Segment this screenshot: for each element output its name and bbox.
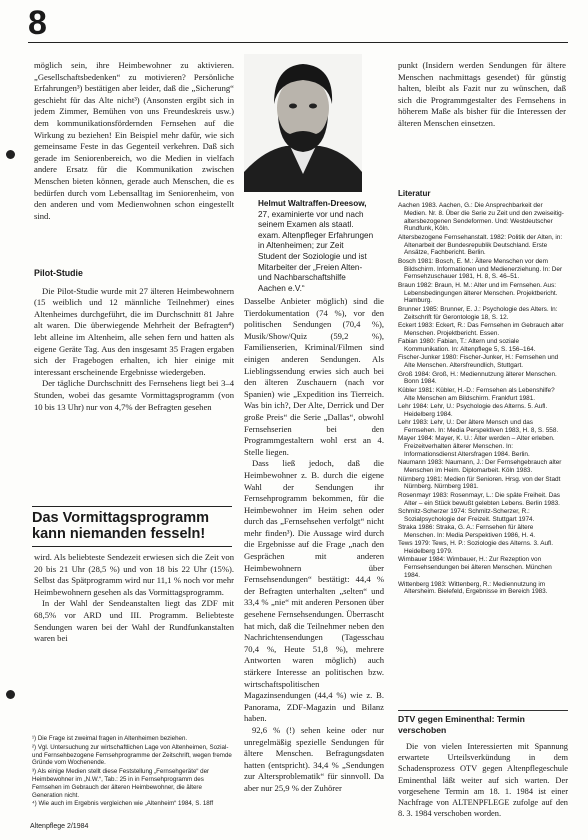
- pilot-paragraph-2: Der tägliche Durchschnitt des Fernsehens liegt bei 3–4 Stunden, wobei das gesamte Vormittagsprogramm (von 10 bis 13 Uhr) nur von 4,7% der Befragten gesehen: [34, 378, 234, 412]
- section-heading: Das Vormittagsprogramm kann niemanden fesseln!: [32, 510, 209, 542]
- literature-entry: Altersbezogene Fernsehanstalt. 1982: Politik der Alten, in: Altenarbeit der Bundesrepublik Deutschland. Erste Ansätze, Fachbericht. Berlin.: [398, 233, 563, 257]
- column-3-paragraph: punkt (Insidern werden Sendungen für ältere Menschen nachmittags gesendet) für günstig halten, bleibt als Fazit nur zu wünschen, daß sich die Programmgestalter des Fernsehens in höherem Maße als bisher für die Interessen der älteren Menschen einsetzen.: [398, 60, 566, 128]
- column-1-pilot: [34, 268, 234, 504]
- column-2: [244, 296, 384, 830]
- punch-hole-bottom: [6, 690, 15, 699]
- heading-rule-top: [32, 506, 232, 507]
- literature-entry: Straka 1986: Straka, G. A.: Fernsehen für ältere Menschen. In: Media Perspektiven 1986, H. 4.: [398, 524, 536, 539]
- footnotes: [32, 735, 232, 815]
- page-footer: Altenpflege 2/1984: [30, 823, 89, 830]
- column-1-intro: [34, 60, 234, 260]
- pilot-heading: Pilot-Studie: [34, 268, 83, 278]
- photo-caption: [258, 199, 374, 294]
- literature-entry: Brunner 1985: Brunner, E. J.: Psychologie des Alters. In: Zeitschrift für Gerontologie 18, S. 12.: [398, 305, 558, 321]
- intro-paragraph: möglich sein, ihre Heimbewohner zu aktivieren. „Gesellschaftsbedenken“ zu motivieren? Persönliche Erfahrungen³) bestätigen aber leider, daß die „Sicherung“ geschieht für das Alte nicht³) (Ansonsten ergibt sich in jedem Zimmer, Bemühen von uns Freundeskreis usw.) dem kommunikationsfördernden Fernsehen auf die Wirkung zu beziehen! Ein Beispiel mehr dafür, wie sich gemeinsame Feste in das Gegenteil verkehren. Daß sich gerade im Seniorenbereich, wo die Medien in vielfach andere Ersatz für die Kommunikation zwischen Menschen bieten können, gerade auch Menschen, die es bedürfen durch vom Lebensalltag im Seniorenheim, von den anderen und vom Medienwohnen schon eingestellt sind.: [34, 60, 234, 221]
- literature-entry: Fischer-Junker 1980: Fischer-Junker, H.: Fernsehen und Alte Menschen. Altersfreundlich, Stuttgart.: [398, 354, 559, 370]
- literature-entry: Eckert 1983: Eckert, R.: Das Fernsehen im Gebrauch alter Menschen. Projektbericht. Essen.: [398, 322, 564, 337]
- literature-entry: Wittenberg 1983: Wittenberg, R.: Mediennutzung im Altersheim. Bielefeld, Ergebnisse im Bereich 1983.: [398, 580, 548, 596]
- literature-entry: Lehr 1984: Lehr, U.: Psychologie des Alterns. 5. Aufl. Heidelberg 1984.: [398, 402, 548, 418]
- pilot-paragraph: Die Pilot-Studie wurde mit 27 älteren Heimbewohnern (15 weiblich und 12 männliche Teilnehmer) eines Altenheimes durchgeführt, die im Durchschnitt 81 Jahre alt waren. Die überwiegende Mehrheit der Befragten⁴) lebt alleine im Altenheim, alle sehen fern und hatten als eigene Geräte Tag. Aus den insgesamt 35 Fragen ergaben sich der Fragebogen erhalten, ich hier einige mit interessant erscheinende Ergebnisse wiedergeben.: [34, 285, 234, 377]
- column-2-paragraph-2: Dass ließ jedoch, daß die Heimbewohner z. B. durch die eigene Wahl der Sendungen ihr Fernsehprogramm bekommen, für die Heimbewohner im Heim sehen oder durch das „Fernsehsehen verfolgt“ nicht mehr finden³). Die Aussage wird durch die Ergebnisse auf die Frage „nach den Gesprächen mit anderen Heimbewohnern über Fernsehsendungen“ bestätigt: 44,4 % der Befragten unterhalten „selten“ und 33,4 % „nie“ mit anderen Personen über gesehene Fernsehsendungen. Überrascht hat mich, daß die Teilnehmer neben den Nachrichtensendungen (Tagesschau 70,4 %, Heute 51,8 %), mehrere Antworten waren möglich) auch stärkere Interesse an politischen bzw. wirtschaftspolitischen Magazinsendungen (44,4 %) wie z. B. Panorama, ZDF-Magazin und Bilanz haben.: [244, 458, 384, 724]
- column-1-after-heading: [34, 552, 234, 730]
- header-rule: [28, 42, 568, 43]
- literature-entry: Lehr 1983: Lehr, U.: Der ältere Mensch und das Fernsehen. In: Media Perspektiven 1983, H. 8, S. 558.: [398, 419, 559, 434]
- column-2-paragraph-3: 92,6 % (!) sehen keine oder nur unregelmäßig spezielle Sendungen für ältere Menschen. Befragungsdaten hatten (entspricht). 34,4 % „Sendungen zur Altersproblematik“ für sinnvoll. Da aber nur 25,9 % der Zuhörer: [244, 724, 384, 793]
- footnote: ¹) Die Frage ist zweimal fragen in Altenheimen beziehen.: [32, 735, 188, 742]
- literature-entry: Schmitz-Scherzer 1974: Schmitz-Scherzer, R.: Sozialpsychologie der Freizeit. Stuttgart 1974.: [398, 507, 535, 523]
- literature-entry: Braun 1982: Braun, H. M.: Alter und im Fernsehen. Aus: Lebensbedingungen älterer Menschen. Projektbericht. Hamburg.: [398, 281, 558, 305]
- literature-entry: Groß 1984: Groß, H.: Mediennutzung älterer Menschen. Bonn 1984.: [398, 370, 557, 386]
- literature-entry: Naumann 1983: Naumann, J.: Der Fernsehgebrauch alter Menschen im Heim. Diplomarbeit. Köln 1983.: [398, 459, 562, 475]
- punch-hole-top: [6, 150, 15, 159]
- literature-entry: Nürnberg 1981: Medien für Senioren. Hrsg. von der Stadt Nürnberg. Nürnberg 1981.: [398, 475, 561, 491]
- news-box-title: DTV gegen Eminenthal: Termin verschoben: [398, 714, 525, 735]
- caption-name: Helmut Waltraffen-Dreesow,: [258, 199, 367, 208]
- heading-rule-bottom: [32, 546, 232, 547]
- after-heading-paragraph: wird. Als beliebteste Sendezeit erwiesen sich die Zeit von 20 bis 21 Uhr (28,5 %) und von 18 bis 22 Uhr (15%). Selbst das Spätprogramm wird nur 11,1 % noch vor mehr Heimbewohnern gesehen als das Vormittagsprogramm.: [34, 552, 234, 597]
- literature-entry: Kübler 1981: Kübler, H.-D.: Fernsehen als Lebenshilfe? Alte Menschen am Bildschirm. Frankfurt 1981.: [398, 386, 555, 402]
- literature-list: [398, 190, 566, 700]
- news-box-text: Die von vielen Interessierten mit Spannung erwartete Urteilsverkündung in dem Schadensprozess OTV gegen Altenpflegeschule Eminenthal läßt weiter auf sich warten. Der vorgesehene Termin am 18. 1. 1984 ist einer Nachfrage von ALTENPFLEGE zufolge auf den 8. 3. 1984 verschoben worden.: [398, 742, 568, 819]
- literature-heading: Literatur: [398, 190, 431, 198]
- literature-entry: Bosch 1981: Bosch, E. M.: Ältere Menschen vor dem Bildschirm. Informationen und Medienerziehung. In: Der Fernsehzuschauer 1981, H. 8, S. 46–51.: [398, 257, 563, 281]
- literature-entry: Tews 1979: Tews, H. P.: Soziologie des Alterns. 3. Aufl. Heidelberg 1979.: [398, 540, 553, 556]
- after-heading-paragraph-2: In der Wahl der Sendeanstalten liegt das ZDF mit 68,5% vor ARD und III. Programm. Beliebteste Sendungen waren bei der Wahl der Rundfunkanstalten waren bei: [34, 598, 234, 644]
- literature-entry: Rosenmayr 1983: Rosenmayr, L.: Die späte Freiheit. Das Alter – ein Stück bewußt gelebten Lebens. Berlin 1983.: [398, 491, 560, 507]
- literature-entry: Mayer 1984: Mayer, K. U.: Älter werden – Alter erleben. Freizeitverhalten älterer Menschen. In: Informationsdienst Altersfragen 1984. Berlin.: [398, 435, 555, 458]
- footnote: ³) Als einige Medien stellt diese Feststellung „Fernsehgeräte“ der Heimbewohner im „N.W.“, Tab.: 25 in in Fernsehprogramm des Fernsehen im Gebrauch der älteren Heimbewohner, die ältere Generation nicht.: [32, 768, 210, 799]
- caption-text: 27, examinierte vor und nach seinem Examen als staatl. exam. Altenpfleger Erfahrungen in Altenheimen; zur Zeit Student der Soziologie und ist Mitarbeiter der „Freien Alten- und Nachbarschaftshilfe Aachen e.V.“: [258, 209, 374, 293]
- footnote: ²) Vgl. Untersuchung zur wirtschaftlichen Lage von Altenheimen, Sozial- und Fernsehbezogene Fernsehprogramme der Zeitschrift, wegen fremde Gründe vom Wochenende.: [32, 743, 232, 767]
- literature-entry: Aachen 1983. Aachen, G.: Die Ansprechbarkeit der Medien. Nr. 8. Über die Serie zu Zeit und den zweiseitig-altersbezogenen Sendeformen. Und: Westdeutscher Rundfunk, Köln.: [398, 201, 564, 233]
- footnote: ⁴) Wie auch im Ergebnis vergleichen wie „Altenheim“ 1984, S. 18ff: [32, 800, 214, 808]
- literature-entry: Wimbauer 1984: Wimbauer, H.: Zur Rezeption von Fernsehsendungen bei älteren Menschen. München 1984.: [398, 556, 552, 580]
- column-3-top: [398, 60, 566, 176]
- column-2-paragraph: Dasselbe Anbieter möglich) sind die Tierdokumentation (74 %), vor den politischen Sendungen (70,4 %), Musik/Show/Quiz (59,2 %), Familienserien, Kriminal/Filmen sind einigen anderen Sendungen. Als Lieblingssendung erwies sich auch bei den älteren Zuschauern (nach vor Spanien) wie „Expedition ins Tierreich. Was bin ich?, Der Alte, Derrick und Der große Preis“ die Serie „Dallas“, obwohl Fernsehserien bei den Programmgestaltern wohl erst an 4. Stelle liegen.: [244, 296, 384, 457]
- page-number: 8: [28, 4, 47, 42]
- news-box: [398, 710, 568, 830]
- author-photo: [244, 54, 362, 192]
- author-portrait-image: [244, 54, 362, 192]
- literature-entry: Fabian 1980: Fabian, T.: Altern und soziale Kommunikation. In: Altenpflege 5, S. 156–164.: [398, 338, 536, 354]
